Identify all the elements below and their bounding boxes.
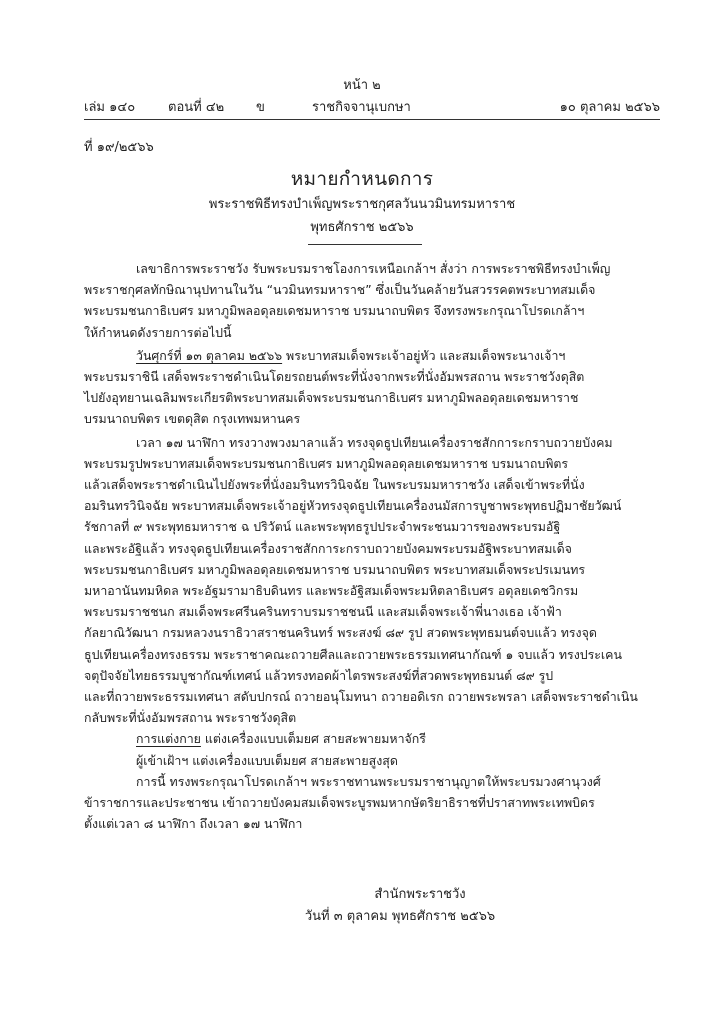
body-line: จตุปัจจัยไทยธรรมบูชากัณฑ์เทศน์ แล้วทรงทอดผ้าไตรพระสงฆ์ที่สวดพระพุทธมนต์ ๘๙ รูป xyxy=(84,667,554,683)
body-line: กลับพระที่นั่งอัมพรสถาน พระราชวังดุสิต xyxy=(84,710,297,726)
section-label: ข xyxy=(256,100,265,115)
issue-label: ตอนที่ ๔๒ xyxy=(168,100,225,115)
event-date: วันศุกร์ที่ ๑๓ ตุลาคม ๒๕๖๖ xyxy=(136,347,283,363)
body-line: วันศุกร์ที่ ๑๓ ตุลาคม ๒๕๖๖ พระบาทสมเด็จพระเจ้าอยู่หัว และสมเด็จพระนางเจ้าฯ xyxy=(136,347,566,363)
body-line: บรมนาถบพิตร เขตดุสิต กรุงเทพมหานคร xyxy=(84,411,301,427)
body-line: และพระอัฐิแล้ว ทรงจุดธูปเทียนเครื่องราชสักการะกราบถวายบังคมพระบรมอัฐิพระบาทสมเด็จ xyxy=(84,540,572,556)
body-line: และที่ถวายพระธรรมเทศนา สดับปกรณ์ ถวายอนุโมทนา ถวายอดิเรก ถวายพระพรลา เสด็จพระราชดำเนิน xyxy=(84,689,638,705)
body-line: พระบรมชนกาธิเบศร มหาภูมิพลอดุลยเดชมหาราช บรมนาถบพิตร พระบาทสมเด็จพระปรเมนทร xyxy=(84,561,586,577)
body-line: พระบรมชนกาธิเบศร มหาภูมิพลอดุลยเดชมหาราช บรมนาถบพิตร จึงทรงพระกรุณาโปรดเกล้าฯ xyxy=(84,303,585,319)
document-title: หมายกำหนดการ xyxy=(290,168,434,190)
body-line: การนี้ ทรงพระกรุณาโปรดเกล้าฯ พระราชทานพระบรมราชานุญาตให้พระบรมวงศานุวงศ์ xyxy=(136,773,601,789)
publication-name: ราชกิจจานุเบกษา xyxy=(312,100,411,115)
body-line: ข้าราชการและประชาชน เข้าถวายบังคมสมเด็จพระบูรพมหากษัตริยาธิราชที่ปราสาทพระเทพบิดร xyxy=(84,795,595,811)
signature-block xyxy=(250,884,550,928)
issuing-office: สำนักพระราชวัง xyxy=(374,887,466,902)
gazette-header xyxy=(84,96,660,118)
body-line: พระบรมราชชนก สมเด็จพระศรีนครินทราบรมราชชนนี และสมเด็จพระเจ้าพี่นางเธอ เจ้าฟ้า xyxy=(84,604,562,620)
body-line: รัชกาลที่ ๙ พระพุทธมหาราช ฉ ปริวัตน์ และพระพุทธรูปประจำพระชนมวารของพระบรมอัฐิ xyxy=(84,519,561,535)
document-body xyxy=(84,258,670,834)
body-line: กัลยาณิวัฒนา กรมหลวงนราธิวาสราชนครินทร์ พระสงฆ์ ๘๙ รูป สวดพระพุทธมนต์จบแล้ว ทรงจุด xyxy=(84,625,597,641)
body-line: มหาอานันทมหิดล พระอัฐมรามาธิบดินทร และพระอัฐิสมเด็จพระมหิตลาธิเบศร อดุลยเดชวิกรม xyxy=(84,583,579,599)
body-line: ไปยังอุทยานเฉลิมพระเกียรติพระบาทสมเด็จพระบรมชนกาธิเบศร มหาภูมิพลอดุลยเดชมหาราช xyxy=(84,390,579,406)
publication-date: ๑๐ ตุลาคม ๒๕๖๖ xyxy=(559,100,660,115)
body-line: พระราชกุศลทักษิณานุปทานในวัน “นวมินทรมหาราช” ซึ่งเป็นวันคล้ายวันสวรรคตพระบาทสมเด็จ xyxy=(84,282,596,298)
document-subtitle: พระราชพิธีทรงบำเพ็ญพระราชกุศลวันนวมินทรมหาราช xyxy=(208,197,516,212)
title-divider xyxy=(308,244,422,245)
body-line: ธูปเทียนเครื่องทรงธรรม พระราชาคณะถวายศีลและถวายพระธรรมเทศนากัณฑ์ ๑ จบแล้ว ทรงประเคน xyxy=(84,646,622,662)
attendees-dress-line: ผู้เข้าเฝ้าฯ แต่งเครื่องแบบเต็มยศ สายสะพายสูงสุด xyxy=(136,752,398,768)
issue-date: วันที่ ๓ ตุลาคม พุทธศักราช ๒๕๖๖ xyxy=(304,909,496,924)
document-number: ที่ ๑๙/๒๕๖๖ xyxy=(84,140,154,155)
page-number: หน้า ๒ xyxy=(343,78,381,93)
header-divider xyxy=(84,119,660,120)
volume-label: เล่ม ๑๔๐ xyxy=(84,100,136,115)
document-year: พุทธศักราช ๒๕๖๖ xyxy=(310,220,414,235)
body-line: เวลา ๑๗ นาฬิกา ทรงวางพวงมาลาแล้ว ทรงจุดธูปเทียนเครื่องราชสักการะกราบถวายบังคม xyxy=(136,434,613,450)
dress-code-line: การแต่งกาย แต่งเครื่องแบบเต็มยศ สายสะพายมหาจักรี xyxy=(136,731,426,747)
body-line: อมรินทรวินิจฉัย พระบาทสมเด็จพระเจ้าอยู่หัวทรงจุดธูปเทียนเครื่องนมัสการบูชาพระพุทธปฏิมาชัยวัฒน์ xyxy=(84,498,622,514)
body-line: แล้วเสด็จพระราชดำเนินไปยังพระที่นั่งอมรินทรวินิจฉัย ในพระบรมมหาราชวัง เสด็จเข้าพระที่นั่ง xyxy=(84,477,585,493)
body-line: เลขาธิการพระราชวัง รับพระบรมราชโองการเหนือเกล้าฯ สั่งว่า การพระราชพิธีทรงบำเพ็ญ xyxy=(136,261,611,276)
dress-code-label: การแต่งกาย xyxy=(136,731,201,747)
body-line: ให้กำหนดดังรายการต่อไปนี้ xyxy=(84,324,232,340)
body-line: ตั้งแต่เวลา ๘ นาฬิกา ถึงเวลา ๑๗ นาฬิกา xyxy=(84,816,303,832)
body-line: พระบรมรูปพระบาทสมเด็จพระบรมชนกาธิเบศร มหาภูมิพลอดุลยเดชมหาราช บรมนาถบพิตร xyxy=(84,455,569,471)
body-line: พระบรมราชินี เสด็จพระราชดำเนินโดยรถยนต์พระที่นั่งจากพระที่นั่งอัมพรสถาน พระราชวังดุสิต xyxy=(84,369,585,385)
